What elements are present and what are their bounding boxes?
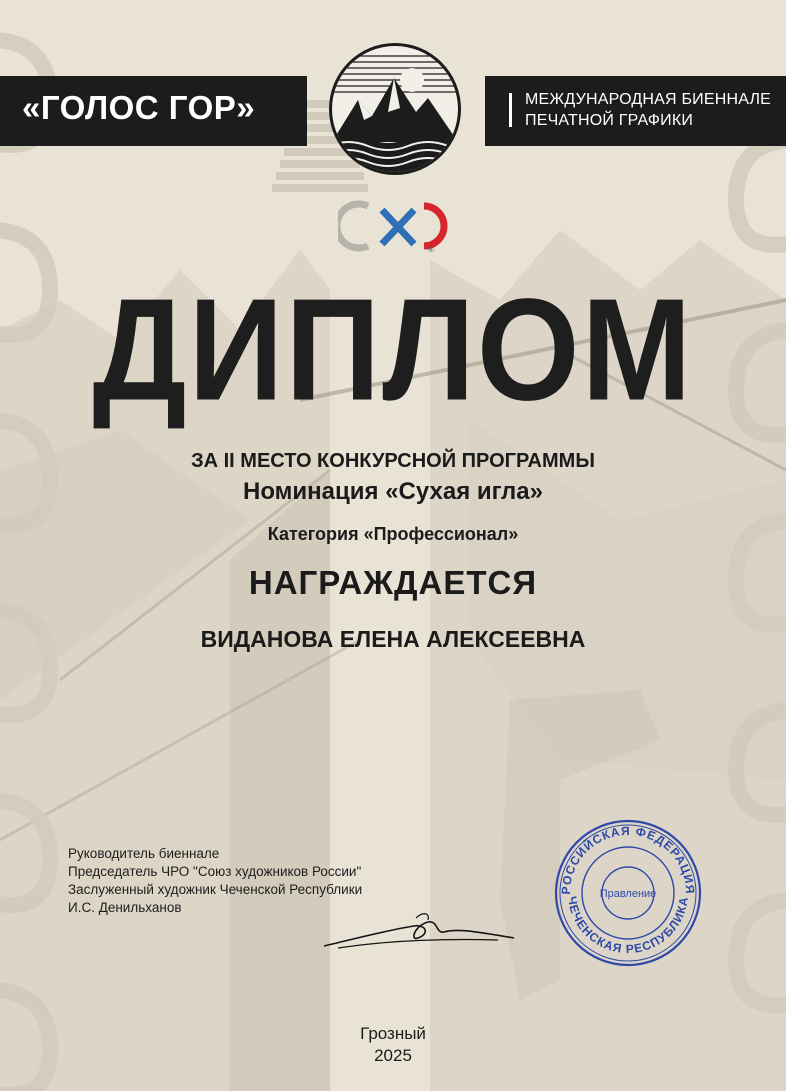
stamp-outer-top: РОССИЙСКАЯ ФЕДЕРАЦИЯ — [558, 823, 698, 895]
union-artists-logo — [338, 198, 456, 254]
awarded-heading: НАГРАЖДАЕТСЯ — [248, 564, 538, 601]
subtitle-line-2: ПЕЧАТНОЙ ГРАФИКИ — [525, 112, 694, 129]
diploma-title: ДИПЛОМ — [92, 268, 694, 431]
svg-text:РОССИЙСКАЯ ФЕДЕРАЦИЯ — [559, 824, 697, 895]
nomination-line: Номинация «Сухая игла» — [243, 478, 543, 505]
header-banner-right — [485, 76, 786, 146]
signatory-name: И.С. Денильханов — [68, 900, 182, 915]
place-line: ЗА II МЕСТО КОНКУРСНОЙ ПРОГРАММЫ — [191, 450, 595, 472]
category-line: Категория «Профессионал» — [267, 524, 519, 544]
official-stamp — [553, 818, 703, 968]
header-banner-left — [0, 76, 307, 146]
city-name: Грозный — [360, 1024, 426, 1043]
brand-title: «ГОЛОС ГОР» — [22, 89, 256, 126]
recipient-name: ВИДАНОВА ЕЛЕНА АЛЕКСЕЕВНА — [200, 626, 586, 652]
divider — [509, 93, 512, 127]
year: 2025 — [374, 1046, 412, 1065]
mountain-emblem-logo — [328, 42, 462, 176]
subtitle-line-1: МЕЖДУНАРОДНАЯ БИЕННАЛЕ — [525, 91, 772, 108]
stamp-outer-bottom: ЧЕЧЕНСКАЯ РЕСПУБЛИКА — [564, 895, 692, 957]
signatory-role: Руководитель биеннале — [68, 846, 220, 861]
signatory-block — [68, 845, 362, 917]
handwritten-signature — [318, 908, 518, 956]
trademark: ® — [428, 245, 434, 254]
stamp-center: Правление — [599, 888, 657, 900]
signatory-position: Председатель ЧРО "Союз художников России" — [68, 864, 362, 879]
signatory-title: Заслуженный художник Чеченской Республики — [68, 882, 363, 897]
